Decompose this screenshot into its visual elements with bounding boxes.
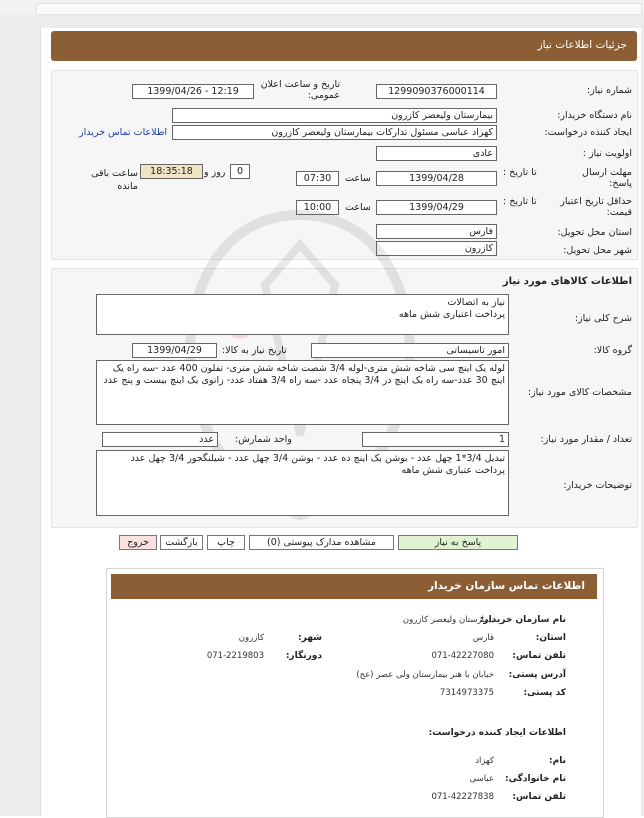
phone-label: تلفن تماس:: [512, 651, 566, 661]
name-value: کهزاد: [475, 756, 494, 766]
exit-button[interactable]: خروج: [119, 535, 157, 550]
creator-label: ایجاد کننده درخواست:: [544, 127, 632, 138]
contact-province-value: فارس: [472, 633, 494, 643]
contact-city-label: شهر:: [298, 633, 322, 643]
validity-hour-field: 10:00: [296, 200, 339, 215]
page-header: [51, 31, 637, 61]
qty-label: تعداد / مقدار مورد نیاز:: [540, 434, 632, 445]
city-label: شهر محل تحویل:: [563, 245, 632, 256]
contact-card-title: اطلاعات تماس سازمان خریدار: [428, 580, 585, 592]
remaining-label: ساعت باقی مانده: [91, 168, 138, 192]
creator-phone-value: 071-42227838: [431, 792, 494, 802]
postal-label: کد پستی:: [523, 688, 566, 698]
creator-phone-label: تلفن تماس:: [512, 792, 566, 802]
family-label: نام خانوادگی:: [504, 774, 566, 784]
contact-card-header: [111, 574, 597, 599]
remaining-time-field: 18:35:18: [140, 164, 203, 179]
org-label: نام سازمان خریدار:: [479, 615, 566, 625]
group-field: امور تاسیساتی: [311, 343, 509, 358]
unit-field: عدد: [102, 432, 218, 447]
page-title: جزئیات اطلاعات نیاز: [537, 39, 627, 51]
validity-date-field: 1399/04/29: [376, 200, 497, 215]
qty-field: 1: [362, 432, 509, 447]
summary-line-2: پرداخت اعتباری شش ماهه: [398, 309, 505, 320]
announce-label: تاریخ و ساعت اعلان عمومی:: [260, 79, 340, 101]
need-date-field: 1399/04/29: [132, 343, 217, 358]
family-value: عباسی: [469, 774, 494, 784]
summary-line-1: نیاز به اتصالات: [447, 297, 505, 308]
need-date-label: تاریخ نیاز به کالا:: [222, 345, 287, 356]
creator-field: کهزاد عباسی مسئول تدارکات بیمارستان ولیعصر کازرون: [172, 125, 497, 140]
deadline-hour-label: ساعت: [345, 173, 371, 184]
goods-section-title: اطلاعات کالاهای مورد نیاز: [502, 276, 632, 287]
name-label: نام:: [549, 756, 566, 766]
address-label: آدرس پستی:: [508, 670, 566, 680]
deadline-hour-field: 07:30: [296, 171, 339, 186]
print-button[interactable]: چاپ: [207, 535, 245, 550]
buyer-label: نام دستگاه خریدار:: [557, 110, 632, 121]
deadline-label: مهلت ارسال پاسخ:: [582, 167, 632, 189]
buyer-notes-field: تبدیل 3/4*1 چهل عدد - بوشن یک اینچ ده عدد - بوشن 3/4 چهل عدد - شیلنگجور 3/4 چهل عدد پرداخت عتباری شش ماهه: [96, 450, 509, 516]
buyer-notes-label: توضیحات خریدار:: [563, 480, 632, 491]
need-number-label: شماره نیاز:: [586, 85, 632, 96]
validity-label: حداقل تاریخ اعتبار قیمت:: [560, 196, 632, 218]
reply-button[interactable]: پاسخ به نیاز: [398, 535, 518, 550]
back-button[interactable]: بازگشت: [160, 535, 203, 550]
deadline-until-label: تا تاریخ :: [503, 167, 537, 178]
fax-label: دورنگار:: [285, 651, 322, 661]
org-value: بیمارستان ولیعصر کازرون: [402, 615, 494, 625]
contact-city-value: کازرون: [238, 633, 264, 643]
postal-value: 7314973375: [439, 688, 494, 698]
need-number-field: 1299090376000114: [376, 84, 497, 99]
specs-label: مشخصات کالای مورد نیاز:: [527, 387, 632, 398]
creator-info-title: اطلاعات ایجاد کننده درخواست:: [428, 728, 566, 738]
fax-value: 071-2219803: [206, 651, 264, 661]
top-strip: [36, 3, 642, 15]
city-field: کازرون: [376, 241, 497, 256]
browser-top-bar: [0, 0, 644, 16]
priority-field: عادی: [376, 146, 497, 161]
summary-label: شرح کلی نیاز:: [574, 313, 632, 324]
specs-field: لوله یک اینچ سی شاخه شش متری-لوله 3/4 شصت شاخه شش متری- تفلون 400 عدد -سه راه یک اینچ 30 عدد-سه راه یک اینچ در 3/4 پنجاه عدد -سه راه 3/4 هفتاد عدد- زانوی یک اینچ بیست و پنج عدد: [96, 360, 509, 425]
attachments-button[interactable]: مشاهده مدارک پیوستی (0): [249, 535, 394, 550]
remaining-days-field: 0: [230, 164, 250, 179]
buyer-contact-link[interactable]: اطلاعات تماس خریدار: [79, 127, 168, 138]
validity-hour-label: ساعت: [345, 202, 371, 213]
buyer-field: بیمارستان ولیعصر کازرون: [172, 108, 497, 123]
validity-until-label: تا تاریخ :: [503, 196, 537, 207]
province-label: استان محل تحویل:: [557, 227, 632, 238]
unit-label: واحد شمارش:: [235, 434, 292, 445]
province-field: فارس: [376, 224, 497, 239]
phone-value: 071-42227080: [431, 651, 494, 661]
contact-province-label: استان:: [535, 633, 566, 643]
priority-label: اولویت نیاز :: [582, 148, 632, 159]
remaining-day-word: روز و: [204, 167, 226, 178]
summary-field: [96, 294, 509, 335]
announce-field: 1399/04/26 - 12:19: [132, 84, 254, 99]
group-label: گروه کالا:: [593, 345, 632, 356]
address-value: خیابان با هنر بیمارستان ولی عصر (عج): [356, 670, 494, 680]
deadline-date-field: 1399/04/28: [376, 171, 497, 186]
